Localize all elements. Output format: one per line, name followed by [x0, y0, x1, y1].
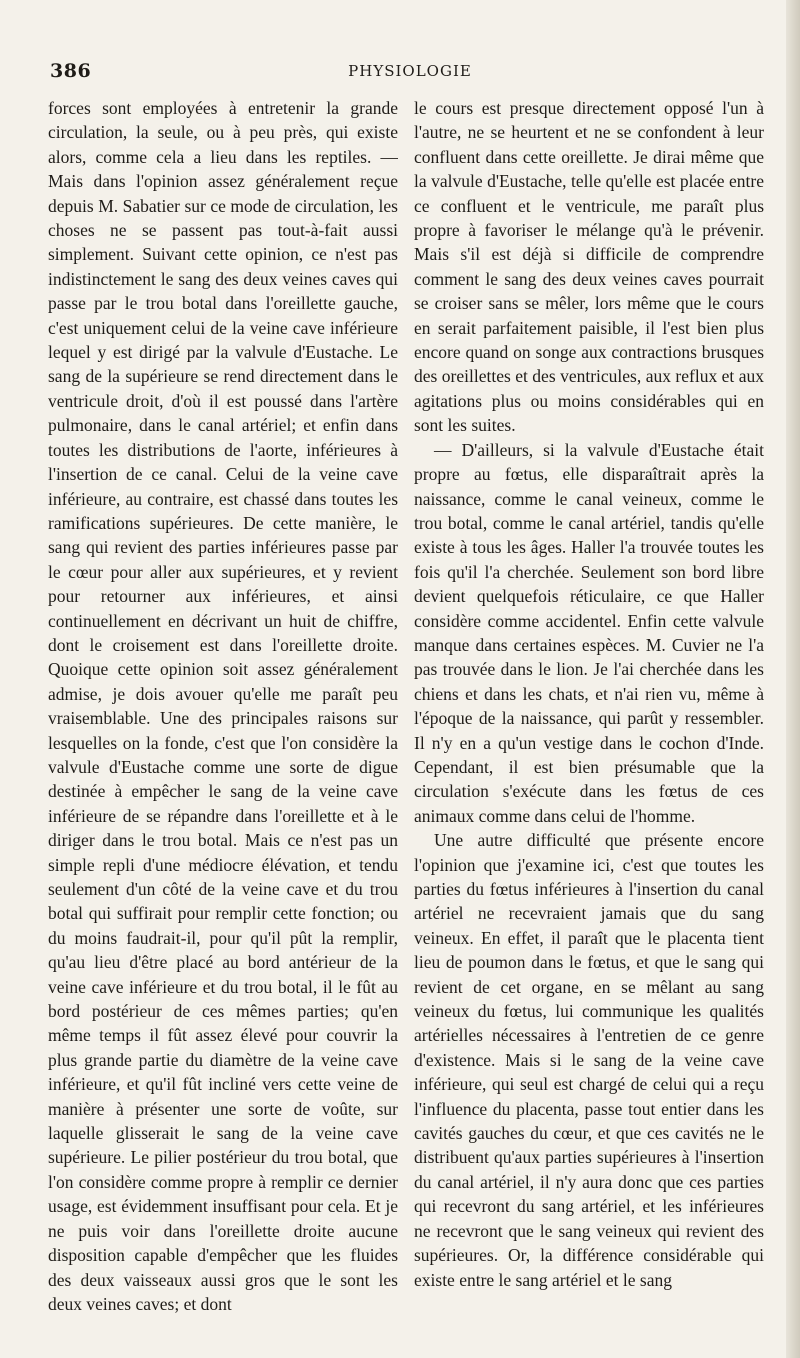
running-title: PHYSIOLOGIE — [348, 62, 472, 80]
paragraph: forces sont employées à entretenir la grande circulation, la seule, ou à peu près, qui existe alors, comme cela a lieu dans les reptiles. — Mais dans l'opinion assez généralement reçue depuis M. Sabatier sur ce mode de circulation, les choses ne se passent pas tout-à-fait aussi simplement. Suivant cette opinion, ce n'est pas indistinctement le sang des deux veines caves qui passe par le trou botal dans l'oreillette gauche, c'est uniquement celui de la veine cave inférieure lequel y est dirigé par la valvule d'Eustache. Le sang de la supérieure se rend directement dans le ventricule droit, d'où il est poussé dans l'artère pulmonaire, dans le canal artériel; et enfin dans toutes les distributions de l'aorte, inférieures à l'insertion de ce canal. Celui de la veine cave inférieure, au contraire, est chassé dans toutes les ramifications supérieures. De cette manière, le sang qui revient des parties inférieures passe par le cœur pour aller aux supérieures, et y revient pour retourner aux inférieures, et ainsi continuellement en décrivant un huit de chiffre, dont le croisement est dans l'oreillette droite. Quoique cette opinion soit assez généralement admise, je dois avouer qu'elle me paraît peu vraisemblable. Une des principales raisons sur lesquelles on la fonde, c'est que l'on considère la valvule d'Eustache comme une sorte de digue destinée à empêcher le sang de la veine cave inférieure de se répandre dans l'oreillette et à le diriger dans le trou botal. Mais ce n'est pas un simple repli d'une médiocre élévation, et tendu seulement d'un côté de la veine cave et du trou botal qui suffirait pour remplir cette fonction; ou du moins faudrait-il, pour qu'il pût la remplir, qu'au lieu d'être placé au bord antérieur de la veine cave inférieure et du trou botal, il le fût au bord postérieur de ces mêmes parties; qu'en même temps il fût assez élevé pour couvrir la plus grande partie du diamètre de la veine cave inférieure, et qu'il fût incliné vers cette veine de manière à présenter une sorte de voûte, sur laquelle glisserait le sang de la veine cave supérieure. Le pilier postérieur du trou botal, que l'on considère comme propre à remplir ce dernier usage, est évidemment insuffisant pour cela. Et je ne puis voir dans l'oreillette droite aucune disposition capable d'empêcher que les fluides des deux vaisseaux aussi gros que le sont les deux veines caves; et dont — [48, 98, 398, 1314]
paragraph: le cours est presque directement opposé l'un à l'autre, ne se heurtent et ne se confondent à leur confluent dans cette oreillette. Je dirai même que la valvule d'Eustache, telle qu'elle est placée entre ce confluent et le ventricule, me paraît plus propre à favoriser le mélange qu'à le prévenir. Mais s'il est déjà si difficile de comprendre comment le sang des deux veines caves pourrait se croiser sans se mêler, lors même que le cours en serait parfaitement paisible, il l'est bien plus encore quand on songe aux contractions brusques des oreillettes et des ventricules, aux reflux et aux agitations plus ou moins considérables qui en sont les suites. — [414, 98, 764, 436]
paragraph: Une autre difficulté que présente encore l'opinion que j'examine ici, c'est que toutes les parties du fœtus inférieures à l'insertion du canal artériel ne recevraient jamais que du sang veineux. En effet, il paraît que le placenta tient lieu de poumon dans le fœtus, et que le sang qui revient de cet organe, en se mêlant au sang veineux du fœtus, lui communique les qualités artérielles nécessaires à l'entretien de ce genre d'existence. Mais si le sang de la veine cave inférieure, qui seul est chargé de celui qui a reçu l'influence du placenta, passe tout entier dans les cavités gauches du cœur, et que ces cavités ne le distribuent qu'aux parties supérieures à l'insertion du canal artériel, il n'y aura donc que ces parties qui recevront du sang artériel, et les inférieures ne recevront que le sang veineux qui revient des supérieures. Or, la différence considérable qui existe entre le sang artériel et le sang — [414, 830, 764, 1290]
page-edge — [786, 0, 800, 1358]
paragraph: — D'ailleurs, si la valvule d'Eustache était propre au fœtus, elle disparaîtrait après la naissance, comme le canal veineux, comme le trou botal, comme le canal artériel, tandis qu'elle existe à tous les âges. Haller l'a trouvée toutes les fois qu'il l'a cherchée. Seulement son bord libre devient quelquefois réticulaire, ce que Haller considère comme accidentel. Enfin cette valvule manque dans certaines espèces. M. Cuvier ne l'a pas trouvée dans le lion. Je l'ai cherchée dans les chiens et dans les chats, et n'ai rien vu, même à l'époque de la naissance, qui parût y ressembler. Il n'y en a qu'un vestige dans le cochon d'Inde. Cependant, il est bien présumable que la circulation s'exécute dans les fœtus de ces animaux comme dans celui de l'homme. — [414, 439, 764, 826]
page-number: 386 — [50, 60, 92, 82]
page-header — [50, 60, 770, 88]
right-column — [414, 96, 764, 1336]
left-column — [48, 96, 398, 1336]
